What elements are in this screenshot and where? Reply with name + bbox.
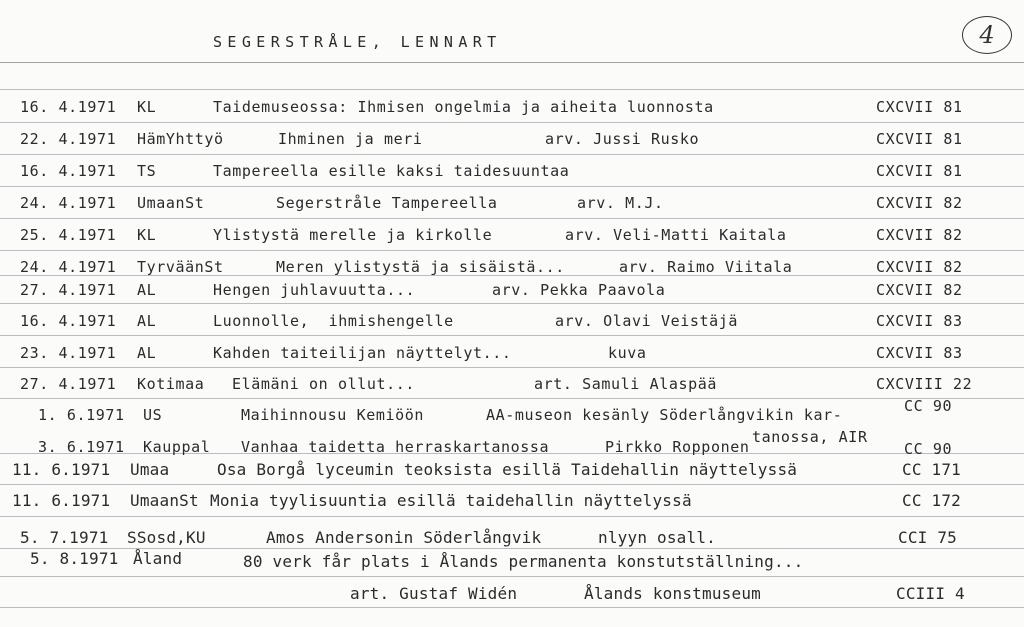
entry-source: UmaanSt	[137, 194, 205, 212]
entry-source: AL	[137, 281, 157, 299]
entry-ref: CXCVIII 22	[876, 375, 973, 393]
entry-author: kuva	[608, 344, 647, 362]
ruled-line	[0, 122, 1024, 123]
entry-author: arv. Olavi Veistäjä	[555, 312, 738, 330]
entry-title: Taidemuseossa: Ihmisen ongelmia ja aiheita luonnosta	[213, 98, 714, 116]
entry-title: Ihminen ja meri	[278, 130, 423, 148]
entry-source: HämYhttyö	[137, 130, 224, 148]
entry-ref: CC 90	[904, 397, 953, 415]
entry-source: AL	[137, 344, 157, 362]
entry-date: 16. 4.1971	[20, 162, 117, 180]
entry-source: Kotimaa	[137, 375, 205, 393]
entry-source: SSosd,KU	[127, 528, 206, 547]
entry-title: Segerstråle Tampereella	[276, 194, 498, 212]
entry-date: 24. 4.1971	[20, 258, 117, 276]
entry-date: 5. 7.1971	[20, 528, 109, 547]
ruled-line	[0, 303, 1024, 304]
entry-title: Amos Andersonin Söderlångvik	[266, 528, 542, 547]
entry-ref: CXCVII 82	[876, 226, 963, 244]
entry-title: Elämäni on ollut...	[232, 375, 415, 393]
entry-source: Umaa	[130, 460, 170, 479]
entry-source: UmaanSt	[130, 491, 199, 510]
entry-author-continuation: Ålands konstmuseum	[584, 584, 761, 603]
entry-ref: CXCVII 81	[876, 162, 963, 180]
entry-ref: CXCVII 82	[876, 281, 963, 299]
page-number-circle: 4	[962, 16, 1012, 54]
entry-author: arv. Pekka Paavola	[492, 281, 666, 299]
entry-ref: CXCVII 83	[876, 344, 963, 362]
entry-date: 22. 4.1971	[20, 130, 117, 148]
entry-title: Luonnolle, ihmishengelle	[213, 312, 454, 330]
entry-date: 24. 4.1971	[20, 194, 117, 212]
entry-date: 11. 6.1971	[12, 491, 111, 510]
entry-author: art. Samuli Alaspää	[534, 375, 717, 393]
entry-ref: CXCVII 82	[876, 258, 963, 276]
ruled-line	[0, 516, 1024, 517]
entry-ref: CXCVII 81	[876, 130, 963, 148]
entry-ref: CXCVII 83	[876, 312, 963, 330]
entry-author: Pirkko Ropponen	[605, 438, 750, 456]
ruled-line	[0, 250, 1024, 251]
ruled-line	[0, 218, 1024, 219]
entry-title: Monia tyylisuuntia esillä taidehallin näyttelyssä	[210, 491, 692, 510]
entry-ref: CC 172	[902, 491, 961, 510]
entry-author: AA-museon kesänly Söderlångvikin kar-	[486, 406, 843, 424]
entry-title: Hengen juhlavuutta...	[213, 281, 416, 299]
entry-ref: CXCVII 81	[876, 98, 963, 116]
entry-author: art. Gustaf Widén	[350, 584, 518, 603]
ruled-line	[0, 89, 1024, 90]
entry-title: Vanhaa taidetta herraskartanossa	[241, 438, 550, 456]
subject-name: SEGERSTRÅLE, LENNART	[213, 33, 502, 51]
entry-author: arv. Raimo Viitala	[619, 258, 793, 276]
entry-ref: CXCVII 82	[876, 194, 963, 212]
entry-title: Kahden taiteilijan näyttelyt...	[213, 344, 512, 362]
entry-ref: CCIII 4	[896, 584, 965, 603]
entry-date: 16. 4.1971	[20, 312, 117, 330]
entry-source: US	[143, 406, 163, 424]
entry-ref: CC 90	[904, 440, 953, 458]
entry-title: Osa Borgå lyceumin teoksista esillä Taidehallin näyttelyssä	[217, 460, 798, 479]
entry-source: Kauppal	[143, 438, 211, 456]
ruled-line	[0, 186, 1024, 187]
entry-source: TyrväänSt	[137, 258, 224, 276]
ruled-line	[0, 335, 1024, 336]
entry-source: KL	[137, 98, 157, 116]
entry-date: 27. 4.1971	[20, 281, 117, 299]
entry-author-continuation: tanossa, AIR	[752, 428, 868, 446]
entry-title: 80 verk får plats i Ålands permanenta konstutställning...	[243, 552, 804, 571]
entry-date: 23. 4.1971	[20, 344, 117, 362]
entry-date: 3. 6.1971	[38, 438, 125, 456]
entry-ref: CCI 75	[898, 528, 957, 547]
entry-title: Tampereella esille kaksi taidesuuntaa	[213, 162, 570, 180]
entry-source: KL	[137, 226, 157, 244]
entry-source: AL	[137, 312, 157, 330]
entry-source: TS	[137, 162, 157, 180]
entry-title: Ylistystä merelle ja kirkolle	[213, 226, 493, 244]
entry-date: 1. 6.1971	[38, 406, 125, 424]
entry-date: 27. 4.1971	[20, 375, 117, 393]
entry-title: Meren ylistystä ja sisäistä...	[276, 258, 565, 276]
entry-date: 25. 4.1971	[20, 226, 117, 244]
ruled-line	[0, 154, 1024, 155]
entry-author: arv. Jussi Rusko	[545, 130, 700, 148]
ruled-line	[0, 367, 1024, 368]
entry-author: arv. M.J.	[577, 194, 664, 212]
ruled-line	[0, 62, 1024, 63]
entry-date: 5. 8.1971	[30, 549, 119, 568]
entry-author: nlyyn osall.	[598, 528, 716, 547]
entry-date: 16. 4.1971	[20, 98, 117, 116]
entry-ref: CC 171	[902, 460, 961, 479]
ruled-line	[0, 607, 1024, 608]
entry-author: arv. Veli-Matti Kaitala	[565, 226, 787, 244]
entry-date: 11. 6.1971	[12, 460, 111, 479]
ruled-line	[0, 398, 1024, 399]
entry-title: Maihinnousu Kemiöön	[241, 406, 424, 424]
ruled-line	[0, 576, 1024, 577]
ruled-line	[0, 484, 1024, 485]
entry-source: Åland	[133, 549, 183, 568]
